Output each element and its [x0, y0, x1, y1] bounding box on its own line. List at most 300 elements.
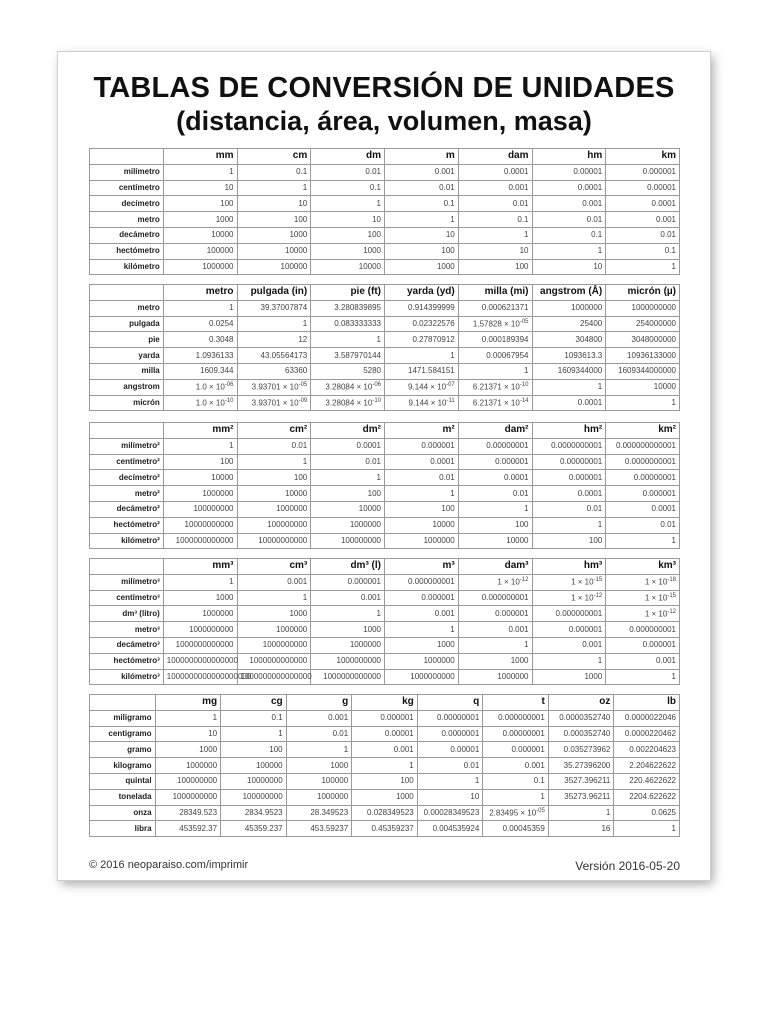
table-cell: 1 — [614, 821, 680, 837]
table-cell: $1 \times 10^{-12}$ — [606, 606, 680, 622]
table-cell: 0.000189394 — [458, 332, 532, 348]
column-header: m — [385, 149, 459, 165]
row-label: metro — [90, 300, 164, 316]
table-cell: 1000000 — [286, 789, 352, 805]
table-cell: 100 — [221, 742, 287, 758]
table-cell: 0.01 — [237, 438, 311, 454]
table-cell: 1 — [286, 742, 352, 758]
table-cell: 10000000 — [221, 773, 287, 789]
table-cell: 1000000 — [237, 622, 311, 638]
table-cell: $1 \times 10^{-12}$ — [458, 574, 532, 590]
table-cell: 0.00000001 — [532, 454, 606, 470]
table-cell: 0.0001 — [532, 395, 606, 411]
table-cell: 16 — [548, 821, 614, 837]
row-label: hectómetro² — [90, 517, 164, 533]
table-cell: 0.01 — [385, 470, 459, 486]
table-cell: $3.93701 \times 10^{-05}$ — [237, 379, 311, 395]
table-cell: 1000 — [311, 243, 385, 259]
table-cell: 254000000 — [606, 316, 680, 332]
table-cell: $3.93701 \times 10^{-09}$ — [237, 395, 311, 411]
table-cell: 1000000 — [311, 637, 385, 653]
table-cell: 0.0001 — [458, 470, 532, 486]
corner-cell — [90, 559, 164, 575]
corner-cell — [90, 695, 156, 711]
table-cell: 1 — [352, 758, 418, 774]
table-row — [90, 300, 680, 316]
row-label: centigramo — [90, 726, 156, 742]
column-header: mm³ — [163, 559, 237, 575]
table-cell: 0.0000022046 — [614, 710, 680, 726]
row-label: milímetro — [90, 164, 164, 180]
table-cell: 1000000 — [163, 259, 237, 275]
table-cell: 100 — [163, 196, 237, 212]
table-cell: 100000000 — [155, 773, 221, 789]
table-cell: 0.01 — [385, 180, 459, 196]
table-row — [90, 789, 680, 805]
column-header: km — [606, 149, 680, 165]
table-cell: 100 — [458, 259, 532, 275]
table-cell: 0.01 — [311, 164, 385, 180]
table-cell: 1000000 — [163, 486, 237, 502]
table-cell: 28.349523 — [286, 805, 352, 821]
table-row — [90, 726, 680, 742]
table-cell: 0.1 — [532, 227, 606, 243]
table-cell: $3.28084 \times 10^{-06}$ — [311, 379, 385, 395]
table-cell: 0.000000000001 — [606, 438, 680, 454]
copyright-text: © 2016 neoparaiso.com/imprimir — [89, 859, 249, 871]
table-cell: 0.001 — [237, 574, 311, 590]
table-cell: 10 — [311, 212, 385, 228]
table-cell: 1 — [606, 259, 680, 275]
table-cell: $1 \times 10^{-12}$ — [532, 590, 606, 606]
table-cell: 1000000000 — [311, 653, 385, 669]
table-row — [90, 606, 680, 622]
table-cell: 1000000000000 — [311, 669, 385, 685]
column-header: mg — [155, 695, 221, 711]
distance-imperial-table — [89, 284, 680, 411]
table-cell: 100 — [163, 454, 237, 470]
table-cell: $6.21371 \times 10^{-14}$ — [458, 395, 532, 411]
table-cell: 0.000000001 — [483, 710, 549, 726]
page-subtitle: (distancia, área, volumen, masa) — [176, 106, 592, 136]
table-cell: 0.01 — [311, 454, 385, 470]
row-label: centímetro — [90, 180, 164, 196]
table-cell: 100 — [385, 501, 459, 517]
header-row — [90, 423, 680, 439]
table-cell: 10000 — [163, 227, 237, 243]
table-row — [90, 470, 680, 486]
column-header: dm² — [311, 423, 385, 439]
column-header: dam² — [458, 423, 532, 439]
table-cell: 0.1 — [385, 196, 459, 212]
table-cell: 0.00001 — [352, 726, 418, 742]
table-cell: 0.083333333 — [311, 316, 385, 332]
column-header: mm² — [163, 423, 237, 439]
table-cell: 0.002204623 — [614, 742, 680, 758]
table-row — [90, 821, 680, 837]
conversion-sheet — [58, 52, 710, 880]
table-row — [90, 637, 680, 653]
table-cell: 0.0625 — [614, 805, 680, 821]
table-cell: 1609.344 — [163, 363, 237, 379]
table-cell: 0.000001 — [385, 438, 459, 454]
table-cell: 1000000000 — [237, 637, 311, 653]
table-cell: 1000000000000 — [237, 653, 311, 669]
table-cell: 0.001 — [606, 653, 680, 669]
table-cell: 453592.37 — [155, 821, 221, 837]
table-cell: 1 — [417, 773, 483, 789]
table-cell: 0.1 — [483, 773, 549, 789]
table-cell: 3048000000 — [606, 332, 680, 348]
table-cell: 1000 — [237, 606, 311, 622]
column-header: angstrom (Å) — [532, 285, 606, 301]
table-cell: 1000000000 — [385, 669, 459, 685]
table-cell: 1000000000 — [155, 789, 221, 805]
table-cell: 1000000 — [458, 669, 532, 685]
table-cell: 1000000 — [532, 300, 606, 316]
table-cell: 1000000000000000 — [237, 669, 311, 685]
table-cell: 0.0001 — [532, 486, 606, 502]
row-label: kilómetro — [90, 259, 164, 275]
table-cell: 1 — [237, 316, 311, 332]
row-label: gramo — [90, 742, 156, 758]
table-cell: 1 — [163, 438, 237, 454]
table-row — [90, 653, 680, 669]
table-cell: 1000000000 — [606, 300, 680, 316]
table-cell: 0.45359237 — [352, 821, 418, 837]
row-label: libra — [90, 821, 156, 837]
table-cell: 1000 — [532, 669, 606, 685]
table-cell: 10936133000 — [606, 348, 680, 364]
table-row — [90, 332, 680, 348]
table-cell: 0.00045359 — [483, 821, 549, 837]
table-cell: 0.00001 — [532, 164, 606, 180]
table-cell: 0.001 — [532, 637, 606, 653]
table-cell: 1 — [548, 805, 614, 821]
table-cell: 3.280839895 — [311, 300, 385, 316]
table-cell: 0.02322576 — [385, 316, 459, 332]
table-cell: 453.59237 — [286, 821, 352, 837]
row-label: milla — [90, 363, 164, 379]
column-header: m³ — [385, 559, 459, 575]
row-label: micrón — [90, 395, 164, 411]
table-row — [90, 180, 680, 196]
area-table — [89, 422, 680, 549]
table-cell: $1.57828 \times 10^{-05}$ — [458, 316, 532, 332]
table-row — [90, 758, 680, 774]
table-cell: 0.00001 — [606, 180, 680, 196]
column-header: dam — [458, 149, 532, 165]
row-label: decámetro — [90, 227, 164, 243]
table-cell: 1 — [237, 180, 311, 196]
table-cell: 0.000001 — [458, 454, 532, 470]
table-cell: 1000 — [155, 742, 221, 758]
table-cell: $1 \times 10^{-18}$ — [606, 574, 680, 590]
table-cell: 0.01 — [286, 726, 352, 742]
table-cell: 1000 — [385, 259, 459, 275]
table-cell: 0.0001 — [458, 164, 532, 180]
row-label: kilómetro² — [90, 533, 164, 549]
table-cell: 39.37007874 — [237, 300, 311, 316]
table-cell: 1 — [532, 379, 606, 395]
table-cell: 10000 — [458, 533, 532, 549]
table-cell: 0.01 — [532, 212, 606, 228]
table-cell: 0.00000001 — [458, 438, 532, 454]
table-cell: 0.00000001 — [417, 710, 483, 726]
table-cell: 0.01 — [606, 517, 680, 533]
table-cell: 10 — [155, 726, 221, 742]
table-row — [90, 501, 680, 517]
column-header: lb — [614, 695, 680, 711]
table-cell: 10 — [417, 789, 483, 805]
table-cell: 0.0001 — [606, 501, 680, 517]
table-cell: 2834.9523 — [221, 805, 287, 821]
table-cell: 0.27870912 — [385, 332, 459, 348]
table-cell: 0.001 — [606, 212, 680, 228]
table-cell: 0.01 — [532, 501, 606, 517]
table-row — [90, 590, 680, 606]
table-cell: 1000000000 — [163, 622, 237, 638]
column-header: yarda (yd) — [385, 285, 459, 301]
table-cell: 0.000000001 — [606, 622, 680, 638]
table-cell: 0.000001 — [606, 164, 680, 180]
table-cell: 0.000000001 — [458, 590, 532, 606]
table-cell: 0.1 — [311, 180, 385, 196]
table-cell: $3.28084 \times 10^{-10}$ — [311, 395, 385, 411]
table-cell: 0.000000001 — [385, 574, 459, 590]
table-cell: $1 \times 10^{-15}$ — [606, 590, 680, 606]
table-cell: 304800 — [532, 332, 606, 348]
header-row — [90, 559, 680, 575]
table-cell: 0.0254 — [163, 316, 237, 332]
table-cell: 0.01 — [417, 758, 483, 774]
column-header: pie (ft) — [311, 285, 385, 301]
table-row — [90, 259, 680, 275]
table-cell: 100 — [352, 773, 418, 789]
table-cell: 0.0001 — [606, 196, 680, 212]
table-row — [90, 395, 680, 411]
column-header: cm² — [237, 423, 311, 439]
table-cell: $1.0 \times 10^{-06}$ — [163, 379, 237, 395]
distance-metric-table — [89, 148, 680, 275]
corner-cell — [90, 149, 164, 165]
table-row — [90, 379, 680, 395]
row-label: decímetro² — [90, 470, 164, 486]
row-label: milímetro³ — [90, 574, 164, 590]
table-cell: 0.001 — [385, 606, 459, 622]
table-cell: 100000000 — [311, 533, 385, 549]
table-row — [90, 212, 680, 228]
table-cell: 0.000001 — [483, 742, 549, 758]
table-cell: 100000 — [237, 259, 311, 275]
column-header: micrón (µ) — [606, 285, 680, 301]
table-cell: 100 — [311, 486, 385, 502]
column-header: km³ — [606, 559, 680, 575]
table-cell: 1000 — [352, 789, 418, 805]
row-label: milímetro² — [90, 438, 164, 454]
table-cell: 10 — [458, 243, 532, 259]
table-cell: 0.01 — [458, 196, 532, 212]
table-cell: 1 — [385, 622, 459, 638]
row-label: kilogramo — [90, 758, 156, 774]
table-cell: 35.27396200 — [548, 758, 614, 774]
table-cell: 1 — [606, 533, 680, 549]
column-header: q — [417, 695, 483, 711]
table-cell: 0.1 — [606, 243, 680, 259]
table-cell: 0.001 — [458, 622, 532, 638]
table-cell: 0.000001 — [458, 606, 532, 622]
table-cell: 3527.396211 — [548, 773, 614, 789]
table-cell: 1 — [163, 574, 237, 590]
table-row — [90, 533, 680, 549]
column-header: hm — [532, 149, 606, 165]
table-cell: 0.1 — [221, 710, 287, 726]
table-cell: 0.000001 — [606, 486, 680, 502]
table-cell: 1 — [532, 517, 606, 533]
table-cell: 100000 — [221, 758, 287, 774]
table-cell: 0.0000352740 — [548, 710, 614, 726]
table-cell: 0.01 — [606, 227, 680, 243]
table-row — [90, 316, 680, 332]
table-cell: 0.1 — [237, 164, 311, 180]
table-cell: 1000 — [237, 227, 311, 243]
column-header: milla (mi) — [458, 285, 532, 301]
table-cell: 0.028349523 — [352, 805, 418, 821]
table-cell: 100 — [237, 470, 311, 486]
table-cell: 100000000 — [237, 517, 311, 533]
table-row — [90, 486, 680, 502]
table-cell: 1 — [155, 710, 221, 726]
table-cell: 1000000 — [385, 653, 459, 669]
column-header: oz — [548, 695, 614, 711]
row-label: onza — [90, 805, 156, 821]
table-row — [90, 773, 680, 789]
table-cell: 100 — [237, 212, 311, 228]
column-header: m² — [385, 423, 459, 439]
table-cell: 0.0001 — [311, 438, 385, 454]
table-cell: 10 — [532, 259, 606, 275]
table-cell: 1 — [458, 637, 532, 653]
table-cell: 0.3048 — [163, 332, 237, 348]
table-cell: 0.1 — [458, 212, 532, 228]
table-cell: 25400 — [532, 316, 606, 332]
row-label: quintal — [90, 773, 156, 789]
table-cell: 1 — [606, 395, 680, 411]
row-label: decámetro² — [90, 501, 164, 517]
table-cell: 1000 — [163, 212, 237, 228]
table-cell: 1609344000000 — [606, 363, 680, 379]
table-cell: 1000000000000 — [163, 533, 237, 549]
table-cell: $1.0 \times 10^{-10}$ — [163, 395, 237, 411]
table-cell: 0.001 — [286, 710, 352, 726]
table-cell: 100000 — [286, 773, 352, 789]
table-cell: 0.000001 — [606, 637, 680, 653]
table-cell: 43.05564173 — [237, 348, 311, 364]
table-cell: 1000 — [385, 637, 459, 653]
table-cell: 1 — [311, 606, 385, 622]
table-cell: 0.000001 — [311, 574, 385, 590]
table-cell: 5280 — [311, 363, 385, 379]
table-cell: 0.001 — [483, 758, 549, 774]
column-header: pulgada (in) — [237, 285, 311, 301]
row-label: centímetro² — [90, 454, 164, 470]
table-cell: $1 \times 10^{-15}$ — [532, 574, 606, 590]
header-row — [90, 695, 680, 711]
row-label: pie — [90, 332, 164, 348]
row-label: yarda — [90, 348, 164, 364]
table-cell: 0.000621371 — [458, 300, 532, 316]
table-cell: 1471.584151 — [385, 363, 459, 379]
column-header: cg — [221, 695, 287, 711]
table-cell: 0.00028349523 — [417, 805, 483, 821]
table-row — [90, 669, 680, 685]
table-cell: 1000 — [286, 758, 352, 774]
table-cell: 45359.237 — [221, 821, 287, 837]
table-row — [90, 363, 680, 379]
column-header: metro — [163, 285, 237, 301]
column-header: dm — [311, 149, 385, 165]
table-cell: 0.0000220462 — [614, 726, 680, 742]
table-cell: 0.000001 — [352, 710, 418, 726]
table-cell: 2.204622622 — [614, 758, 680, 774]
table-cell: 1 — [311, 196, 385, 212]
table-cell: 0.0001 — [385, 454, 459, 470]
table-cell: 1000000000000000000 — [163, 669, 237, 685]
table-cell: 0.00001 — [417, 742, 483, 758]
table-cell: 1000000 — [155, 758, 221, 774]
table-cell: 0.00000001 — [606, 470, 680, 486]
column-header: kg — [352, 695, 418, 711]
column-header: hm³ — [532, 559, 606, 575]
table-cell: 1 — [385, 486, 459, 502]
table-cell: 1000000000000000 — [163, 653, 237, 669]
table-cell: 1000000 — [385, 533, 459, 549]
table-row — [90, 517, 680, 533]
table-cell: 100 — [532, 533, 606, 549]
version-text: Versión 2016-05-20 — [575, 859, 680, 873]
column-header: cm³ — [237, 559, 311, 575]
table-cell: 10000000000 — [237, 533, 311, 549]
table-cell: 1000 — [311, 622, 385, 638]
row-label: hectómetro³ — [90, 653, 164, 669]
column-header: g — [286, 695, 352, 711]
table-cell: 1 — [532, 243, 606, 259]
table-cell: 0.004535924 — [417, 821, 483, 837]
row-label: pulgada — [90, 316, 164, 332]
column-header: dam³ — [458, 559, 532, 575]
table-cell: 10000 — [606, 379, 680, 395]
table-cell: 28349.523 — [155, 805, 221, 821]
table-cell: 1 — [163, 164, 237, 180]
table-cell: 0.0000000001 — [606, 454, 680, 470]
row-label: metro³ — [90, 622, 164, 638]
table-row — [90, 227, 680, 243]
table-cell: 10000 — [311, 501, 385, 517]
table-cell: 100000000 — [221, 789, 287, 805]
table-cell: 1000000 — [163, 606, 237, 622]
page-title: TABLAS DE CONVERSIÓN DE UNIDADES — [93, 72, 675, 104]
table-row — [90, 574, 680, 590]
table-cell: 100 — [458, 517, 532, 533]
corner-cell — [90, 423, 164, 439]
table-cell: 0.000001 — [532, 622, 606, 638]
table-cell: 10000 — [237, 243, 311, 259]
table-cell: 100 — [385, 243, 459, 259]
table-cell: 1 — [311, 332, 385, 348]
table-cell: 0.000352740 — [548, 726, 614, 742]
table-cell: 12 — [237, 332, 311, 348]
row-label: metro² — [90, 486, 164, 502]
